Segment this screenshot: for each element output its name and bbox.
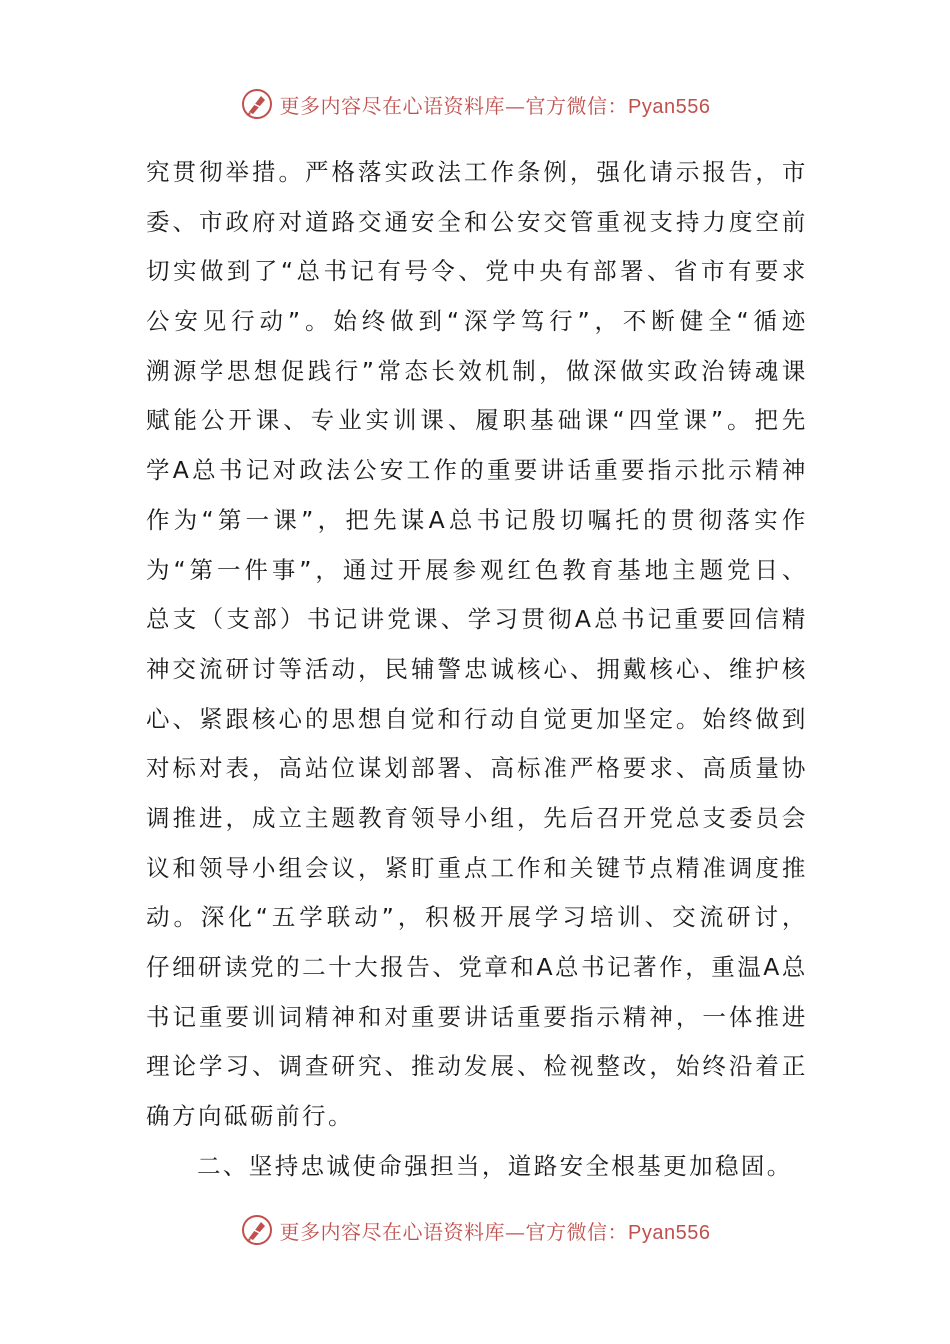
- paragraph-line: 切实做到了“总书记有号令、党中央有部署、省市有要求: [146, 257, 806, 286]
- header-watermark: [0, 84, 950, 124]
- paragraph-line: 确方向砥砺前行。: [146, 1102, 354, 1131]
- watermark-text: [280, 90, 711, 119]
- paragraph-line: 总支（支部）书记讲党课、学习贯彻A总书记重要回信精: [146, 605, 806, 634]
- paragraph-line: 对标对表，高站位谋划部署、高标准严格要求、高质量协: [146, 754, 806, 783]
- watermark-wechat-id: Pyan556: [628, 1221, 711, 1244]
- paragraph-line: 溯源学思想促践行”常态长效机制，做深做实政治铸魂课: [146, 356, 806, 385]
- watermark-text: [280, 1216, 711, 1245]
- section-heading: 二、坚持忠诚使命强担当，道路安全根基更加稳固。: [197, 1151, 793, 1180]
- paragraph-line: 学A总书记对政法公安工作的重要讲话重要指示批示精神: [146, 456, 806, 485]
- pen-nib-logo-icon: [240, 1213, 274, 1247]
- paragraph-line: 为“第一件事”，通过开展参观红色教育基地主题党日、: [146, 555, 806, 584]
- watermark-text-cn: 更多内容尽在心语资料库—官方微信：: [279, 1219, 629, 1244]
- watermark-wechat-id: Pyan556: [628, 95, 711, 118]
- paragraph-line: 心、紧跟核心的思想自觉和行动自觉更加坚定。始终做到: [146, 704, 806, 733]
- paragraph-line: 究贯彻举措。严格落实政法工作条例，强化请示报告，市: [146, 158, 806, 186]
- paragraph-line: 神交流研讨等活动，民辅警忠诚核心、拥戴核心、维护核: [146, 654, 806, 683]
- paragraph-line: 议和领导小组会议，紧盯重点工作和关键节点精准调度推: [146, 853, 806, 882]
- paragraph-line: 公安见行动”。始终做到“深学笃行”，不断健全“循迹: [146, 307, 806, 336]
- paragraph-line: 仔细研读党的二十大报告、党章和A总书记著作，重温A总: [146, 953, 806, 981]
- paragraph-line: 调推进，成立主题教育领导小组，先后召开党总支委员会: [146, 803, 806, 832]
- paragraph-line: 委、市政府对道路交通安全和公安交管重视支持力度空前: [146, 207, 806, 236]
- paragraph-line: 动。深化“五学联动”，积极开展学习培训、交流研讨，: [146, 903, 806, 932]
- document-body: [146, 148, 806, 1191]
- footer-watermark: [0, 1210, 950, 1250]
- paragraph-line: 书记重要训词精神和对重要讲话重要指示精神，一体推进: [146, 1002, 806, 1031]
- paragraph-line: 理论学习、调查研究、推动发展、检视整改，始终沿着正: [146, 1052, 806, 1081]
- watermark-text-cn: 更多内容尽在心语资料库—官方微信：: [279, 93, 629, 118]
- paragraph-line: 赋能公开课、专业实训课、履职基础课“四堂课”。把先: [146, 406, 806, 435]
- paragraph-line: 作为“第一课”，把先谋A总书记殷切嘱托的贯彻落实作: [146, 505, 806, 534]
- pen-nib-logo-icon: [240, 87, 274, 121]
